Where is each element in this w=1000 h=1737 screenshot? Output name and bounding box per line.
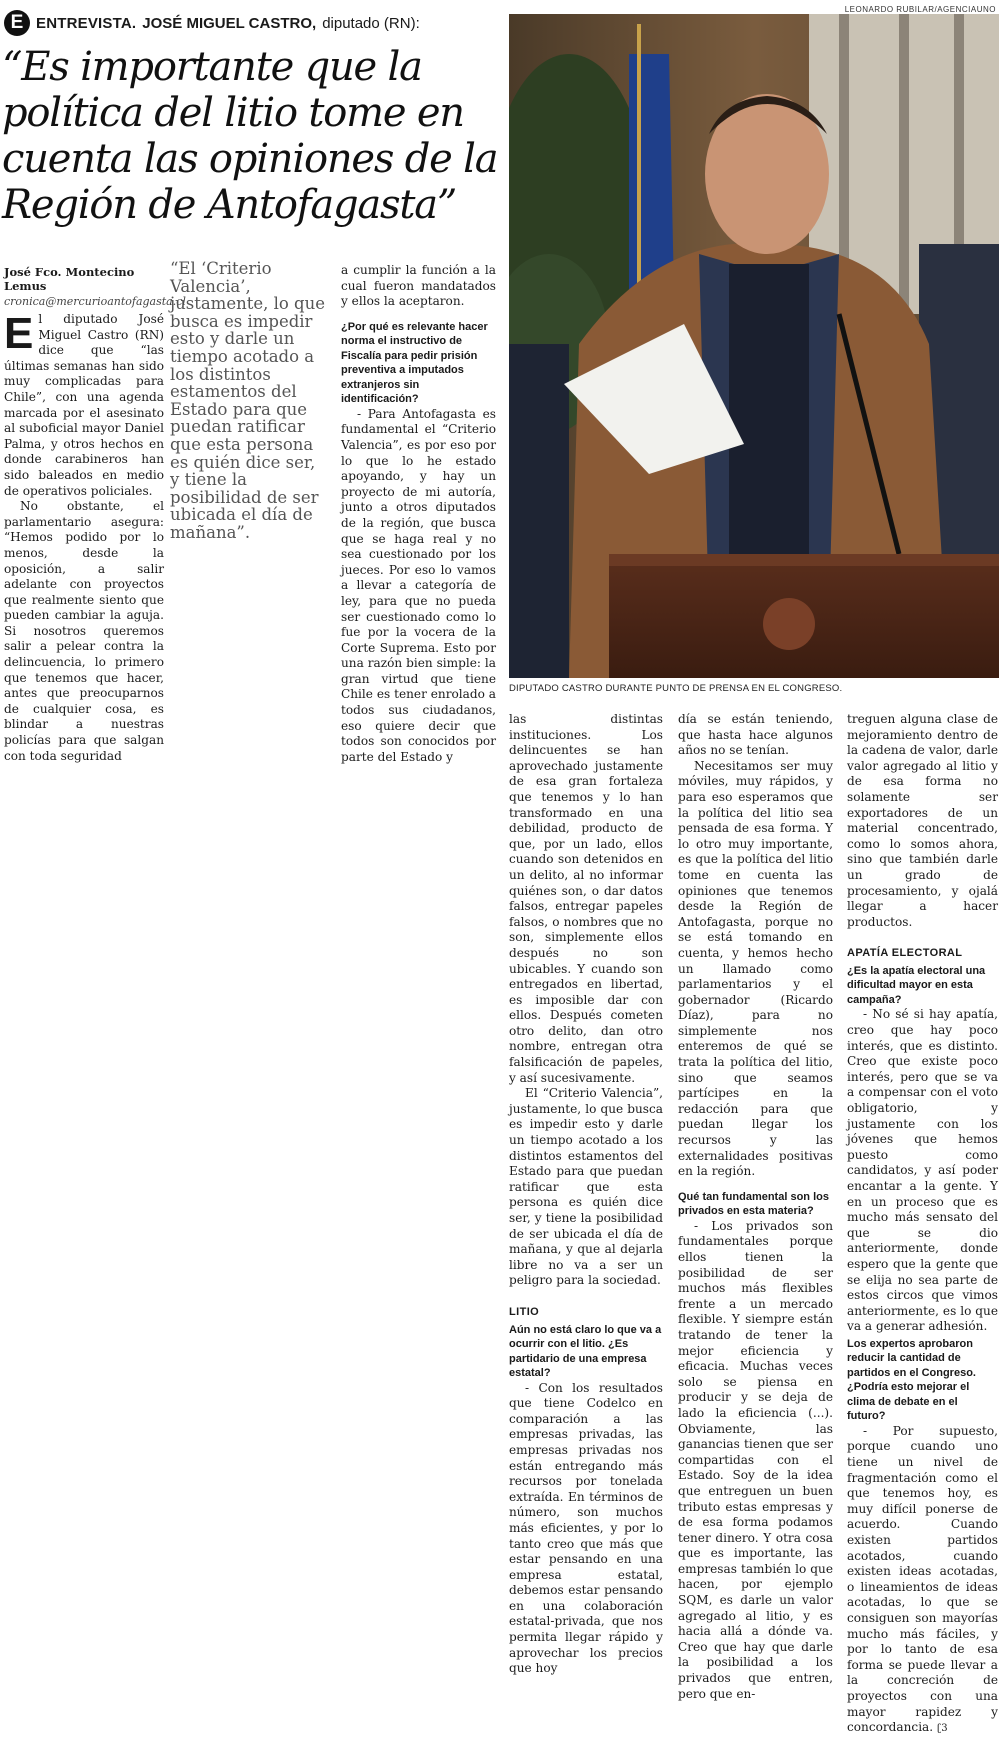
subhead-litio: LITIO <box>509 1305 540 1318</box>
article-column-1 <box>4 309 164 764</box>
interviewee-role: diputado (RN): <box>322 14 420 32</box>
article-column-4 <box>509 712 663 1677</box>
article-column-5 <box>678 712 833 1702</box>
section-badge: E <box>4 10 30 36</box>
headline: “Es importante que la política del litio tome en cuenta las opiniones de la Región de Antofagasta” <box>2 44 498 228</box>
paragraph: - Para Antofagasta es fundamental el “Criterio Valencia”, es por eso por lo que lo he estado apoyando, y hay un proyecto de mi autoría, junto a otros diputados de la región, que busca que se haga real y no sea cuestionado por los jueces. Por eso lo vamos a llevar a categoría de ley, para que no pueda ser cuestionado como lo fue por la vocera de la Corte Suprema. Esto por una razón bien simple: la gran virtud que tiene Chile es tener enrolado a todos sus ciudadanos, eso quiere decir que todos son conocidos por parte del Estado y <box>341 406 496 764</box>
paragraph: treguen alguna clase de mejoramiento dentro de la cadena de valor, darle valor agregado al litio y de esa forma no solamente ser exportadores de un material concentrado, como lo somos ahora, sino que también darle un grado de procesamiento, y ojalá llegar a hacer productos. <box>847 712 998 929</box>
interview-kicker <box>4 9 504 37</box>
photo-illustration <box>509 14 999 678</box>
article-column-3 <box>341 263 496 765</box>
paragraph: - Los privados son fundamentales porque ellos tienen la posibilidad de ser muchos más flexibles frente a un mercado flexible. Y siempre están tratando de tener la mejor eficiencia y eficacia. Muchas veces solo se piensa en producir y se deja de lado la eficiencia (...). Obviamente, las ganancias tienen que ser compartidas con el Estado. Soy de la idea que entreguen un buen tributo estas empresas y de esa forma podamos tener dinero. Y otra cosa que es importante, las empresas también lo que hacen, por ejemplo SQM, es darle un valor agregado al litio, y es hacia allá a dónde va. Creo que hay que darle la posibilidad a los privados que entren, pero que en- <box>678 1218 833 1701</box>
question: Los expertos aprobaron reducir la cantidad de partidos en el Congreso. ¿Podría esto mejorar el clima de debate en el futuro? <box>847 1337 976 1423</box>
paragraph: El “Criterio Valencia”, justamente, lo que busca es impedir esto y darle un tiempo acotado a los distintos estamentos del Estado para que puedan ratificar que esta persona es quién dice ser, y tiene la posibilidad de ser ubicada el día de mañana, y que al dejarla libre no va a ser un peligro para la sociedad. <box>509 1086 663 1288</box>
paragraph: - Por supuesto, porque cuando uno tiene un nivel de fragmentación como el que tenemos hoy, es muy difícil ponerse de acuerdo. Cuando existen partidos acotados, cuando existen ideas acotadas, o lineamientos de ideas acotadas, lo que se consiguen son mayorías mucho más fáciles, y por lo tanto de esa forma se puede llevar a la concreción de proyectos con una mayor rapidez y concordancia. <box>847 1423 998 1735</box>
question: Qué tan fundamental son los privados en esta materia? <box>678 1190 829 1218</box>
byline <box>4 265 186 308</box>
paragraph: Necesitamos ser muy móviles, muy rápidos, y para eso esperamos que la política del litio sea pensada de esa forma. Y lo otro muy importante, es que la política del litio tome en cuenta las opiniones que tenemos desde la Región de Antofagasta, porque no se está tomando en cuenta, y hemos hecho un llamado como parlamentarios y el gobernador (Ricardo Díaz), para no simplemente nos enteremos de qué se trata la política del litio, sino que seamos partícipes en la redacción para que puedan llegar los recursos y las externalidades positivas en la región. <box>678 758 833 1179</box>
photo <box>509 14 999 678</box>
article-column-6 <box>847 712 998 1737</box>
paragraph: las distintas instituciones. Los delincuentes se han aprovechado justamente de esa gran fortaleza que tenemos y lo han transformado en una debilidad, producto de que, por un lado, ellos cuando son detenidos en un delito, al no informar quiénes son, o dar datos falsos, entregar papeles falsos, o nombres que no son, simplemente ellos después no son ubicables. Y cuando son entregados en libertad, es imposible dar con ellos. Después cometen otro delito, dan otro nombre, entregan otra falsificación de papeles, y así sucesivamente. <box>509 712 663 1085</box>
podium-emblem <box>763 598 815 650</box>
author-email: cronica@mercurioantofagasta.cl <box>4 295 186 308</box>
section-label: ENTREVISTA. <box>36 14 137 32</box>
drop-cap: E <box>4 309 34 358</box>
question: ¿Por qué es relevante hacer norma el instructivo de Fiscalía para pedir prisión preventiva a imputados extranjeros sin identificación? <box>341 320 488 406</box>
end-mark: ʗ3 <box>936 1723 948 1735</box>
author-name: José Fco. Montecino Lemus <box>4 265 135 293</box>
photo-credit: LEONARDO RUBILAR/AGENCIAUNO <box>844 5 996 14</box>
paragraph: a cumplir la función a la cual fueron mandatados y ellos la aceptaron. <box>341 263 496 309</box>
paragraph: día se están teniendo, que hasta hace algunos años no se tenían. <box>678 712 833 758</box>
paragraph: - Con los resultados que tiene Codelco en comparación a las empresas privadas, las empresas privadas nos están entregando más recursos por tonelada extraída. En términos de número, son muchos más eficientes, y por lo tanto creo que más que estar pensando en una empresa estatal, debemos estar pensando en una colaboración estatal-privada, que nos permita llegar rápido y aprovechar los precios que hoy <box>509 1380 663 1676</box>
pull-quote: “El ‘Criterio Valencia’, justamente, lo que busca es impedir esto y darle un tiempo acotado a los distintos estamentos del Estado para que puedan ratificar que esta persona es quién dice ser, y tiene la posibilidad de ser ubicada el día de mañana”. <box>170 259 326 542</box>
paragraph: l diputado José Miguel Castro (RN) dice que “las últimas semanas han sido muy complicadas para Chile”, con una agenda marcada por el asesinato al suboficial mayor Daniel Palma, y otros hechos en donde carabineros han sido baleados en medio de operativos policiales. <box>4 312 164 498</box>
paragraph: - No sé si hay apatía, creo que hay poco interés, que es distinto. Creo que existe poco interés, pero que se va a compensar con el voto obligatorio, y justamente con los jóvenes que hemos puesto como candidatos, y así poder encantar a la gente. Y en un proceso que es mucho más sensato del que se dio anteriormente, donde espero que la gente que se elija no sea parte de estos circos que vimos anteriormente, es lo que va a generar adhesión. <box>847 1007 998 1334</box>
question: Aún no está claro lo que va a ocurrir con el litio. ¿Es partidario de una empresa estatal? <box>509 1323 662 1380</box>
photo-caption: DIPUTADO CASTRO DURANTE PUNTO DE PRENSA EN EL CONGRESO. <box>509 683 843 694</box>
paragraph: No obstante, el parlamentario asegura: “Hemos podido por lo menos, desde la oposición, a salir adelante con proyectos que realmente siento que pueden cambiar la aguja. Si nosotros queremos salir a pelear contra la delincuencia, lo primero que tenemos que hacer, antes que preocuparnos de cualquier cosa, es blindar a nuestras policías para que salgan con toda seguridad <box>4 499 164 763</box>
question: ¿Es la apatía electoral una dificultad mayor en esta campaña? <box>847 964 986 1006</box>
interviewee-name: JOSÉ MIGUEL CASTRO, <box>142 14 317 32</box>
person-left <box>509 344 569 678</box>
subhead-apatia: APATÍA ELECTORAL <box>847 947 963 960</box>
